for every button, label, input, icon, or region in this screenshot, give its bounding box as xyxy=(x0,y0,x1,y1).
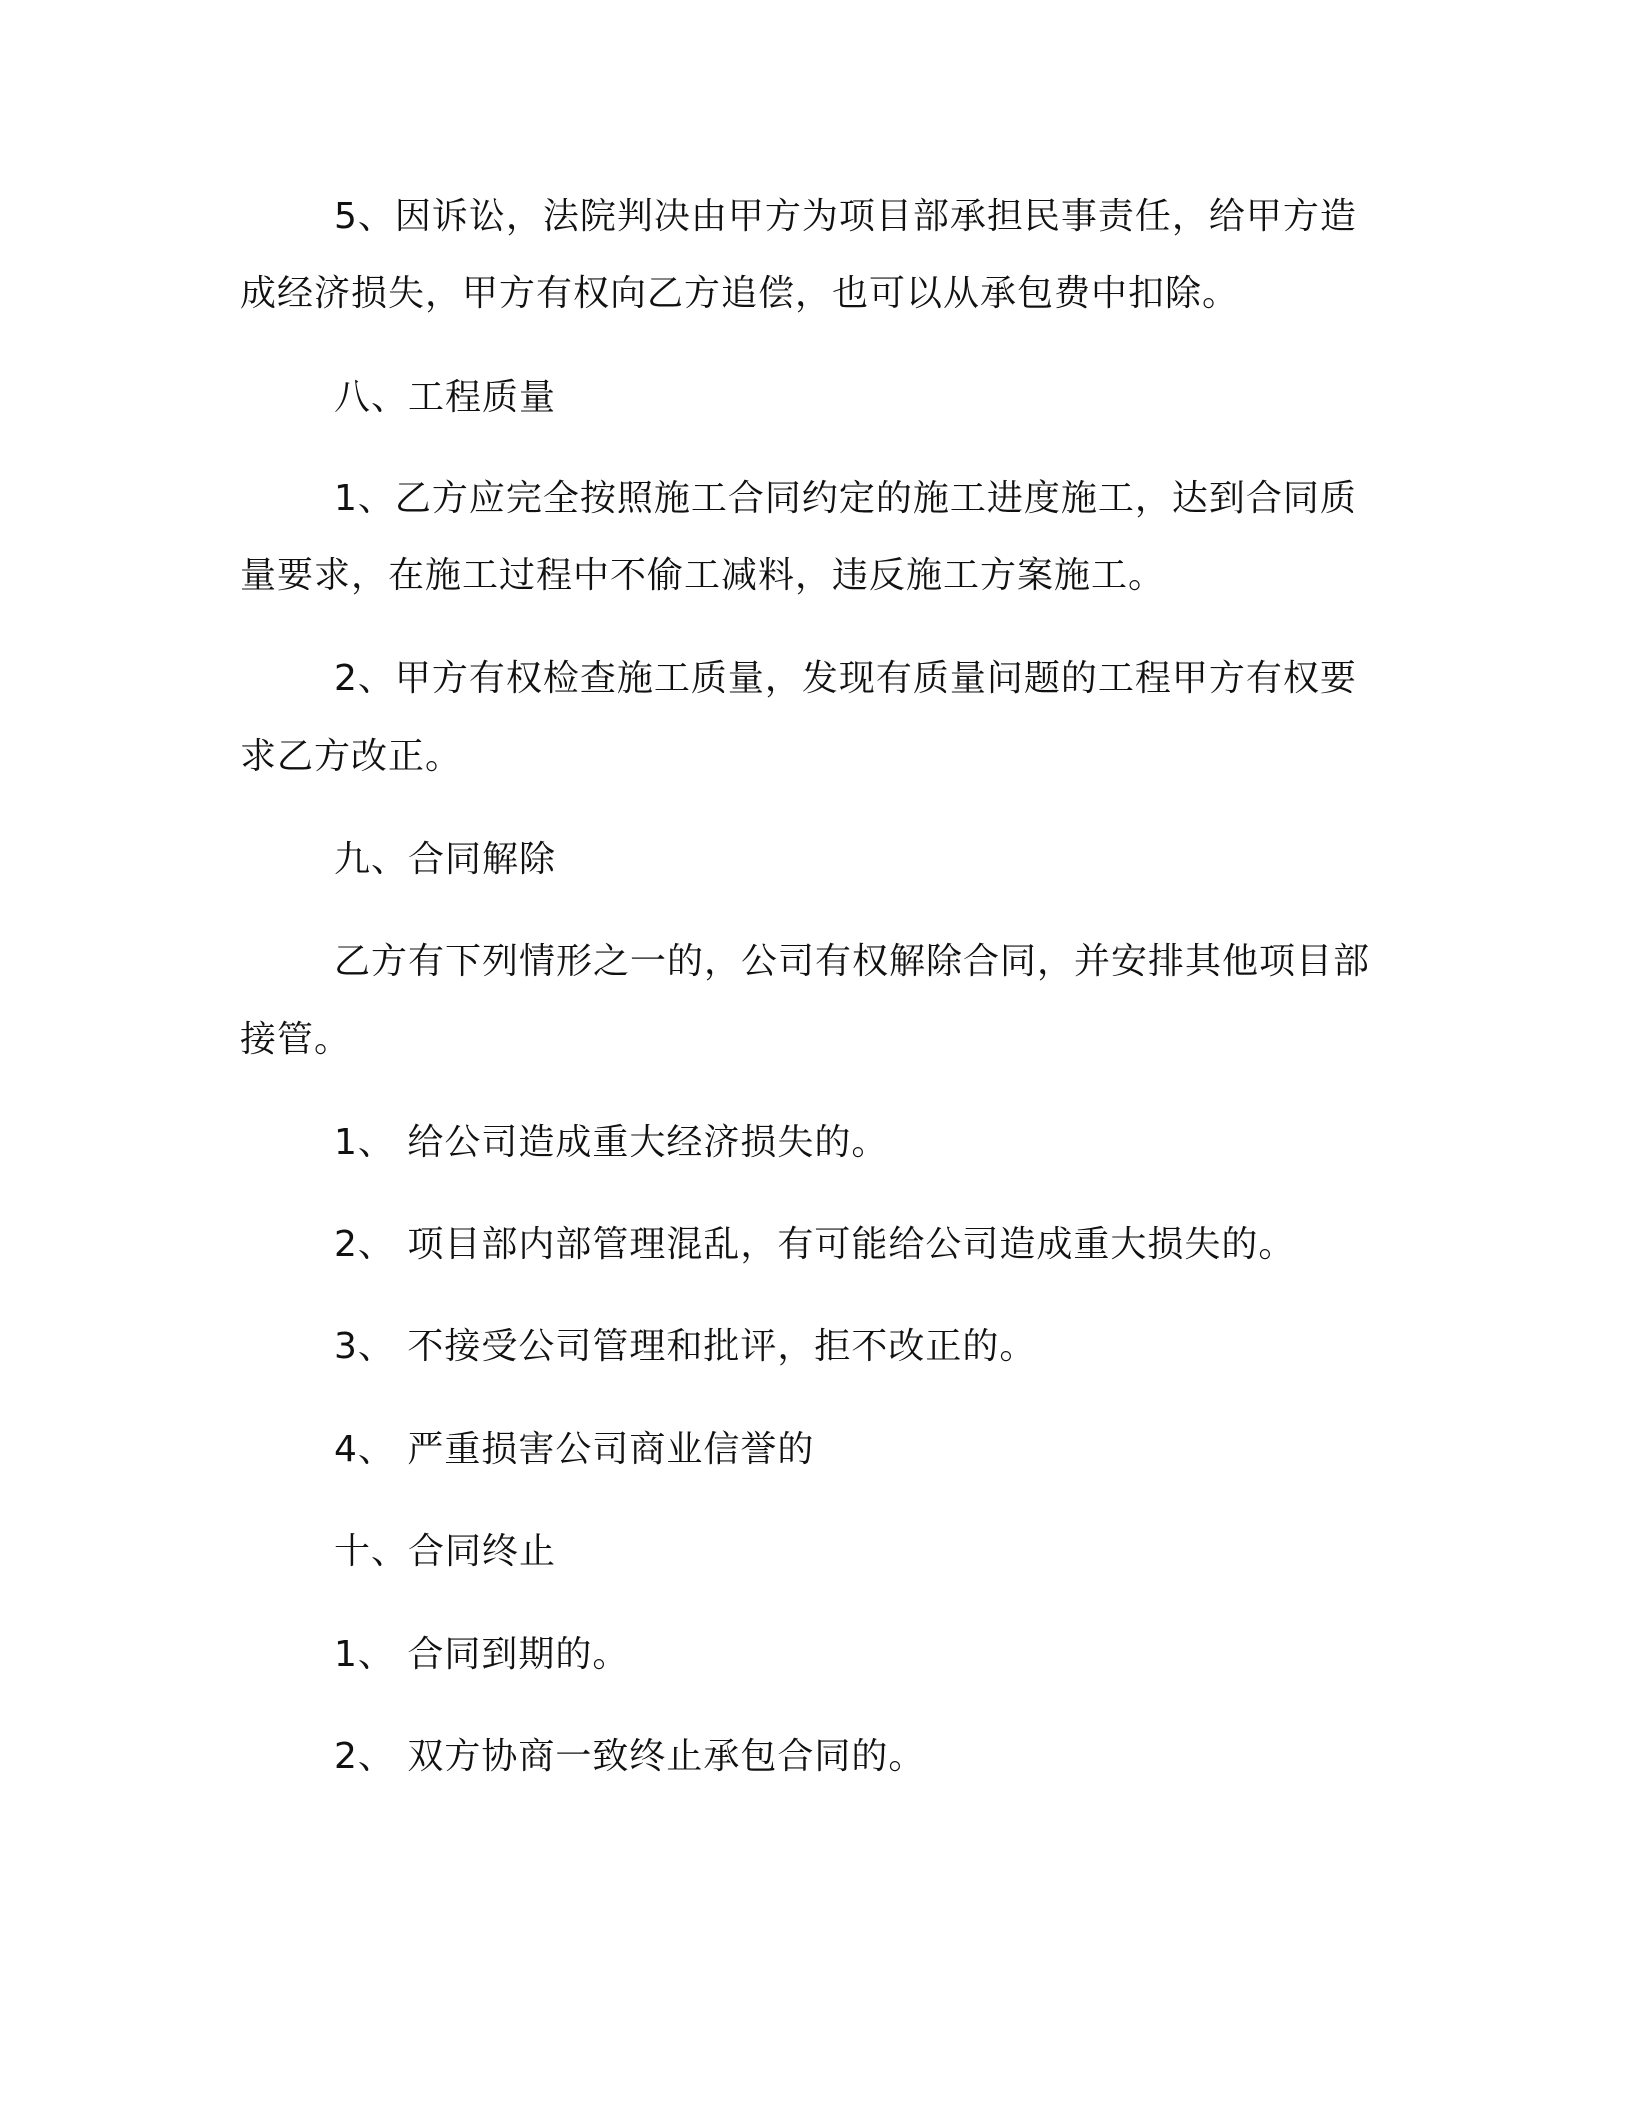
clause-10-2: 2、 双方协商一致终止承包合同的。 xyxy=(334,1736,926,1777)
section-heading-termination: 九、合同解除 xyxy=(334,839,557,880)
section-heading-quality: 八、工程质量 xyxy=(334,377,557,418)
clause-8-1-line-2: 量要求，在施工过程中不偷工减料，违反施工方案施工。 xyxy=(240,555,1166,596)
clause-9-1: 1、 给公司造成重大经济损失的。 xyxy=(334,1122,889,1163)
termination-intro-line-2: 接管。 xyxy=(240,1019,352,1060)
clause-8-2-line-1: 2、甲方有权检查施工质量，发现有质量问题的工程甲方有权要 xyxy=(334,658,1357,699)
section-heading-expiry: 十、合同终止 xyxy=(334,1531,557,1572)
clause-10-1: 1、 合同到期的。 xyxy=(334,1634,630,1675)
clause-8-1-line-1: 1、乙方应完全按照施工合同约定的施工进度施工，达到合同质 xyxy=(334,478,1357,519)
clause-7-5-line-2: 成经济损失，甲方有权向乙方追偿，也可以从承包费中扣除。 xyxy=(240,273,1240,314)
clause-7-5-line-1: 5、因诉讼，法院判决由甲方为项目部承担民事责任，给甲方造 xyxy=(334,196,1357,237)
clause-9-3: 3、 不接受公司管理和批评，拒不改正的。 xyxy=(334,1326,1037,1367)
clause-9-4: 4、 严重损害公司商业信誉的 xyxy=(334,1429,815,1470)
termination-intro-line-1: 乙方有下列情形之一的，公司有权解除合同，并安排其他项目部 xyxy=(334,941,1371,982)
clause-8-2-line-2: 求乙方改正。 xyxy=(240,736,463,777)
clause-9-2: 2、 项目部内部管理混乱，有可能给公司造成重大损失的。 xyxy=(334,1224,1296,1265)
